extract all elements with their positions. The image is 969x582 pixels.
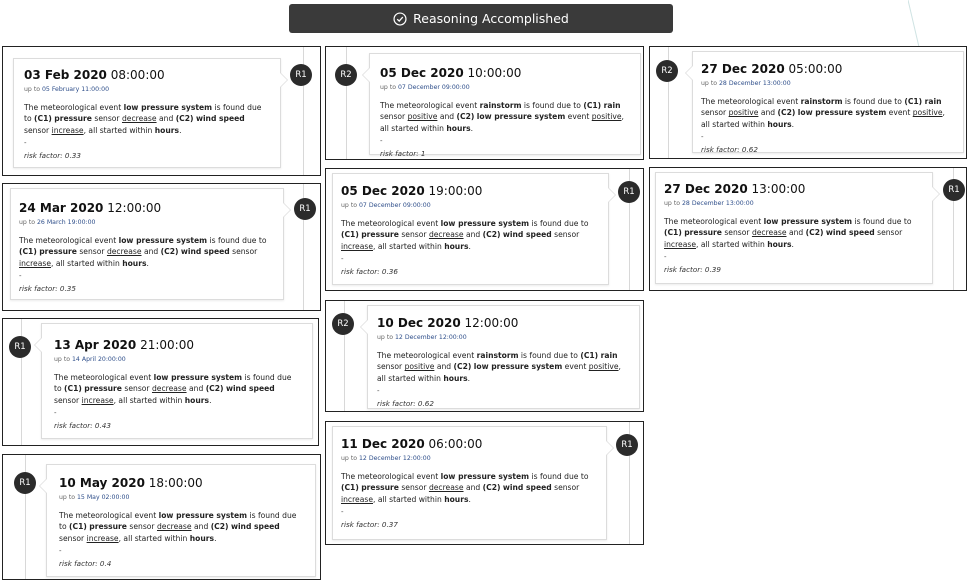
event-date: 11 Dec 2020 — [341, 437, 425, 451]
desc-hours: hours — [444, 241, 469, 251]
event-separator: - — [380, 137, 383, 146]
desc-period: . — [468, 494, 471, 504]
c1-sensor: rain — [603, 101, 621, 110]
event-datetime — [341, 437, 598, 451]
event-date: 13 Apr 2020 — [54, 338, 137, 352]
c1-trend: positive — [407, 112, 438, 122]
rule-badge: R1 — [290, 64, 312, 86]
event-name: rainstorm — [476, 351, 519, 360]
event-panel — [2, 318, 319, 446]
c2-trend: increase — [51, 125, 84, 135]
desc-period: . — [468, 241, 471, 251]
upto-prefix: up to — [341, 455, 358, 462]
risk-factor: risk factor: 0.43 — [54, 421, 111, 431]
desc-prefix: The meteorological event — [377, 351, 475, 360]
desc-suffix: , all started within — [113, 395, 183, 405]
upto-prefix: up to — [54, 356, 71, 363]
desc-hours: hours — [443, 373, 468, 383]
desc-found: is found due to — [531, 219, 589, 228]
c2-kind: event — [567, 112, 590, 122]
c1-tag: (C1) — [583, 101, 602, 110]
event-datetime — [59, 476, 303, 490]
desc-hours: hours — [154, 125, 180, 135]
event-separator: - — [24, 139, 27, 148]
c2-tag: (C2) — [453, 362, 472, 372]
upto-prefix: up to — [380, 84, 397, 91]
event-card[interactable] — [332, 173, 609, 285]
event-name: rainstorm — [800, 97, 843, 106]
c2-kind: sensor — [24, 125, 50, 135]
upto-datetime: 05 February 11:00:00 — [42, 86, 110, 93]
c1-sensor: pressure — [89, 522, 127, 532]
event-description — [341, 218, 600, 252]
rule-badge: R1 — [616, 434, 638, 456]
c2-trend: increase — [341, 241, 374, 251]
upto-prefix: up to — [59, 494, 76, 501]
c2-kind: sensor — [877, 228, 903, 238]
event-panel — [2, 454, 321, 580]
desc-and: and — [143, 247, 159, 257]
desc-hours: hours — [446, 123, 471, 133]
desc-period: . — [214, 533, 217, 543]
c1-trend: decrease — [106, 247, 142, 257]
event-card[interactable] — [692, 51, 964, 153]
event-name: rainstorm — [479, 101, 522, 110]
desc-period: . — [467, 373, 471, 383]
event-upto — [341, 455, 598, 462]
c1-trend: decrease — [751, 228, 787, 238]
c2-kind: sensor — [554, 483, 580, 493]
c2-kind: sensor — [232, 247, 258, 257]
c1-tag: (C1) — [341, 483, 359, 493]
c1-tag: (C1) — [664, 228, 682, 238]
event-separator: - — [19, 272, 22, 281]
event-datetime — [19, 201, 275, 215]
desc-found: is found due to — [520, 351, 578, 360]
desc-found: is found due to — [24, 103, 262, 124]
c1-kind: sensor — [401, 230, 427, 240]
event-card[interactable] — [10, 188, 284, 300]
event-panel — [649, 46, 967, 159]
desc-hours: hours — [184, 395, 210, 405]
c1-sensor: pressure — [39, 247, 77, 257]
c1-tag: (C1) — [580, 351, 599, 360]
rule-badge: R1 — [618, 181, 640, 203]
desc-prefix: The meteorological event — [380, 101, 478, 110]
c2-tag: (C2) — [805, 228, 824, 238]
event-upto — [341, 202, 600, 209]
c1-kind: sensor — [401, 483, 427, 493]
c2-trend: increase — [86, 533, 119, 543]
desc-found: is found due to — [854, 217, 912, 226]
rule-badge: R2 — [332, 313, 354, 335]
event-datetime — [24, 68, 270, 82]
desc-and: and — [465, 483, 481, 493]
event-upto — [24, 86, 270, 93]
event-upto — [701, 80, 955, 87]
upto-datetime: 07 December 09:00:00 — [398, 84, 470, 91]
event-card[interactable] — [46, 464, 316, 577]
event-description — [54, 372, 300, 406]
c2-kind: event — [888, 108, 911, 118]
desc-period: . — [470, 123, 474, 133]
event-time: 12:00:00 — [107, 201, 162, 215]
desc-period: . — [791, 239, 794, 249]
event-panel — [325, 300, 644, 412]
desc-found: is found due to — [54, 373, 292, 394]
c1-trend: decrease — [156, 522, 192, 532]
event-card[interactable] — [367, 305, 640, 409]
event-description — [701, 96, 955, 130]
desc-and: and — [465, 230, 481, 240]
desc-prefix: The meteorological event — [24, 103, 122, 112]
c2-tag: (C2) — [210, 522, 229, 532]
desc-suffix: , all started within — [118, 533, 188, 543]
desc-period: . — [179, 125, 182, 135]
risk-factor: risk factor: 0.36 — [341, 267, 398, 277]
risk-factor: risk factor: 0.33 — [24, 151, 81, 161]
c1-sensor: pressure — [361, 483, 399, 493]
upto-datetime: 28 December 13:00:00 — [682, 200, 754, 207]
desc-suffix: , all started within — [83, 125, 153, 135]
c2-sensor: low pressure system — [797, 108, 887, 118]
event-time: 08:00:00 — [110, 68, 165, 82]
event-description — [19, 235, 275, 269]
desc-suffix: , all started within — [373, 241, 442, 251]
upto-prefix: up to — [24, 86, 41, 93]
c1-kind: sensor — [124, 384, 150, 394]
upto-datetime: 12 December 12:00:00 — [359, 455, 431, 462]
desc-and: and — [436, 362, 452, 372]
c2-sensor: wind speed — [502, 230, 552, 240]
desc-suffix: , all started within — [696, 239, 765, 249]
risk-factor: risk factor: 0.39 — [664, 265, 721, 275]
c1-sensor: rain — [924, 97, 942, 106]
rule-badge: R1 — [294, 198, 316, 220]
upto-prefix: up to — [664, 200, 681, 207]
c2-kind: sensor — [54, 395, 80, 405]
desc-and: and — [158, 114, 174, 124]
desc-found: is found due to — [844, 97, 902, 106]
event-separator: - — [341, 508, 344, 517]
event-datetime — [341, 184, 600, 198]
upto-datetime: 15 May 02:00:00 — [77, 494, 130, 501]
risk-factor: risk factor: 0.62 — [701, 145, 758, 155]
c2-tag: (C2) — [456, 112, 475, 122]
c2-sensor: wind speed — [225, 384, 275, 394]
c1-kind: sensor — [377, 362, 403, 372]
c1-trend: decrease — [121, 114, 157, 124]
event-separator: - — [341, 255, 344, 264]
desc-hours: hours — [767, 239, 792, 249]
event-upto — [380, 84, 630, 91]
c1-tag: (C1) — [341, 230, 359, 240]
c2-sensor: low pressure system — [476, 112, 566, 122]
desc-suffix: , all started within — [380, 112, 624, 133]
desc-prefix: The meteorological event — [19, 236, 117, 245]
c2-sensor: wind speed — [180, 247, 230, 257]
event-description — [341, 471, 598, 505]
desc-found: is found due to — [209, 236, 267, 245]
desc-prefix: The meteorological event — [701, 97, 799, 106]
desc-and: and — [788, 228, 804, 238]
c1-trend: positive — [404, 362, 435, 372]
event-panel — [2, 183, 321, 311]
event-separator: - — [664, 253, 667, 262]
c2-kind: sensor — [59, 533, 85, 543]
c1-sensor: pressure — [361, 230, 399, 240]
event-date: 27 Dec 2020 — [701, 62, 785, 76]
event-description — [664, 216, 924, 250]
desc-and: and — [760, 108, 776, 118]
event-name: low pressure system — [440, 219, 530, 228]
c1-tag: (C1) — [34, 114, 52, 124]
rule-badge: R1 — [943, 179, 965, 201]
event-separator: - — [377, 387, 380, 396]
c2-kind: event — [564, 362, 587, 372]
upto-prefix: up to — [377, 334, 394, 341]
event-time: 12:00:00 — [464, 316, 519, 330]
c2-trend: increase — [664, 239, 697, 249]
event-upto — [59, 494, 303, 501]
event-datetime — [701, 62, 955, 76]
event-card[interactable] — [369, 53, 641, 159]
event-date: 24 Mar 2020 — [19, 201, 104, 215]
event-time: 05:00:00 — [788, 62, 843, 76]
event-date: 05 Dec 2020 — [380, 66, 464, 80]
event-datetime — [380, 66, 630, 80]
c2-tag: (C2) — [482, 483, 501, 493]
c2-sensor: wind speed — [825, 228, 875, 238]
c1-trend: decrease — [428, 230, 464, 240]
desc-suffix: , all started within — [51, 258, 120, 268]
c2-trend: positive — [588, 362, 619, 372]
event-time: 21:00:00 — [140, 338, 194, 352]
c2-trend: increase — [341, 494, 374, 504]
event-card[interactable] — [13, 58, 281, 168]
c2-tag: (C2) — [175, 114, 194, 124]
rule-badge: R2 — [656, 60, 678, 82]
event-datetime — [377, 316, 630, 330]
c2-trend: increase — [81, 395, 114, 405]
c2-trend: positive — [912, 108, 943, 118]
event-date: 05 Dec 2020 — [341, 184, 425, 198]
event-description — [377, 350, 630, 384]
event-date: 10 Dec 2020 — [377, 316, 461, 330]
desc-suffix: , all started within — [701, 108, 945, 129]
desc-and: and — [193, 522, 209, 532]
c1-tag: (C1) — [64, 384, 82, 394]
desc-prefix: The meteorological event — [341, 472, 439, 481]
event-name: low pressure system — [153, 373, 243, 382]
desc-period: . — [791, 119, 795, 129]
event-time: 18:00:00 — [148, 476, 203, 490]
upto-datetime: 07 December 09:00:00 — [359, 202, 431, 209]
event-separator: - — [701, 133, 704, 142]
desc-found: is found due to — [523, 101, 581, 110]
event-time: 13:00:00 — [751, 182, 806, 196]
event-name: low pressure system — [763, 217, 853, 226]
event-separator: - — [59, 547, 62, 556]
c2-sensor: wind speed — [195, 114, 245, 124]
c2-kind: sensor — [554, 230, 580, 240]
c1-kind: sensor — [380, 112, 406, 122]
c1-trend: decrease — [151, 384, 187, 394]
c2-tag: (C2) — [482, 230, 501, 240]
event-card[interactable] — [41, 323, 313, 439]
c1-tag: (C1) — [69, 522, 87, 532]
event-name: low pressure system — [123, 103, 213, 112]
c2-trend: increase — [19, 258, 52, 268]
risk-factor: risk factor: 0.35 — [19, 284, 76, 294]
event-panel — [2, 46, 321, 176]
event-card[interactable] — [332, 426, 607, 540]
event-date: 03 Feb 2020 — [24, 68, 107, 82]
event-name: low pressure system — [118, 236, 208, 245]
desc-period: . — [146, 258, 149, 268]
event-upto — [664, 200, 924, 207]
desc-prefix: The meteorological event — [341, 219, 439, 228]
desc-and: and — [439, 112, 455, 122]
upto-datetime: 26 March 19:00:00 — [37, 219, 96, 226]
upto-datetime: 12 December 12:00:00 — [395, 334, 467, 341]
upto-prefix: up to — [701, 80, 718, 87]
c1-tag: (C1) — [19, 247, 37, 257]
event-upto — [377, 334, 630, 341]
risk-factor: risk factor: 0.62 — [377, 399, 434, 409]
rule-badge: R1 — [9, 336, 31, 358]
c1-sensor: rain — [600, 351, 618, 360]
event-time: 10:00:00 — [467, 66, 522, 80]
risk-factor: risk factor: 0.4 — [59, 559, 112, 569]
desc-hours: hours — [189, 533, 215, 543]
desc-suffix: , all started within — [373, 494, 442, 504]
desc-and: and — [188, 384, 204, 394]
desc-prefix: The meteorological event — [664, 217, 762, 226]
event-datetime — [54, 338, 300, 352]
event-panel — [325, 168, 644, 291]
risk-factor: risk factor: 0.37 — [341, 520, 398, 530]
c2-tag: (C2) — [777, 108, 796, 118]
event-upto — [19, 219, 275, 226]
desc-prefix: The meteorological event — [59, 511, 157, 520]
event-separator: - — [54, 409, 57, 418]
c1-sensor: pressure — [54, 114, 92, 124]
c1-trend: decrease — [428, 483, 464, 493]
rule-badge: R1 — [14, 472, 36, 494]
event-description — [24, 102, 270, 136]
risk-factor: risk factor: 1 — [380, 149, 426, 159]
event-name: low pressure system — [158, 511, 248, 520]
c1-sensor: pressure — [684, 228, 722, 238]
rule-badge: R2 — [335, 64, 357, 86]
c1-tag: (C1) — [904, 97, 923, 106]
upto-prefix: up to — [341, 202, 358, 209]
c1-kind: sensor — [94, 114, 120, 124]
c1-trend: positive — [728, 108, 759, 118]
event-panel — [325, 421, 644, 545]
desc-found: is found due to — [531, 472, 589, 481]
c2-tag: (C2) — [160, 247, 179, 257]
event-date: 27 Dec 2020 — [664, 182, 748, 196]
reasoning-status-banner — [289, 4, 673, 33]
c2-tag: (C2) — [205, 384, 224, 394]
c1-kind: sensor — [724, 228, 750, 238]
banner-label: Reasoning Accomplished — [413, 11, 569, 26]
desc-found: is found due to — [59, 511, 297, 532]
event-time: 19:00:00 — [428, 184, 483, 198]
event-card[interactable] — [655, 172, 933, 284]
c1-kind: sensor — [79, 247, 105, 257]
upto-prefix: up to — [19, 219, 36, 226]
desc-period: . — [209, 395, 212, 405]
event-date: 10 May 2020 — [59, 476, 145, 490]
desc-suffix: , all started within — [377, 362, 621, 383]
check-circle-icon — [393, 12, 407, 26]
event-time: 06:00:00 — [428, 437, 483, 451]
event-datetime — [664, 182, 924, 196]
desc-hours: hours — [444, 494, 469, 504]
c1-kind: sensor — [701, 108, 727, 118]
decorative-line — [908, 0, 920, 48]
event-panel — [649, 167, 967, 291]
c2-sensor: wind speed — [502, 483, 552, 493]
c2-sensor: wind speed — [230, 522, 280, 532]
desc-hours: hours — [122, 258, 147, 268]
desc-prefix: The meteorological event — [54, 373, 152, 382]
upto-datetime: 28 December 13:00:00 — [719, 80, 791, 87]
event-upto — [54, 356, 300, 363]
event-panel — [325, 46, 644, 160]
c2-trend: positive — [591, 112, 622, 122]
event-name: low pressure system — [440, 472, 530, 481]
event-description — [59, 510, 303, 544]
event-description — [380, 100, 630, 134]
c2-sensor: low pressure system — [473, 362, 563, 372]
c1-kind: sensor — [129, 522, 155, 532]
desc-hours: hours — [767, 119, 792, 129]
upto-datetime: 14 April 20:00:00 — [72, 356, 126, 363]
c1-sensor: pressure — [84, 384, 122, 394]
